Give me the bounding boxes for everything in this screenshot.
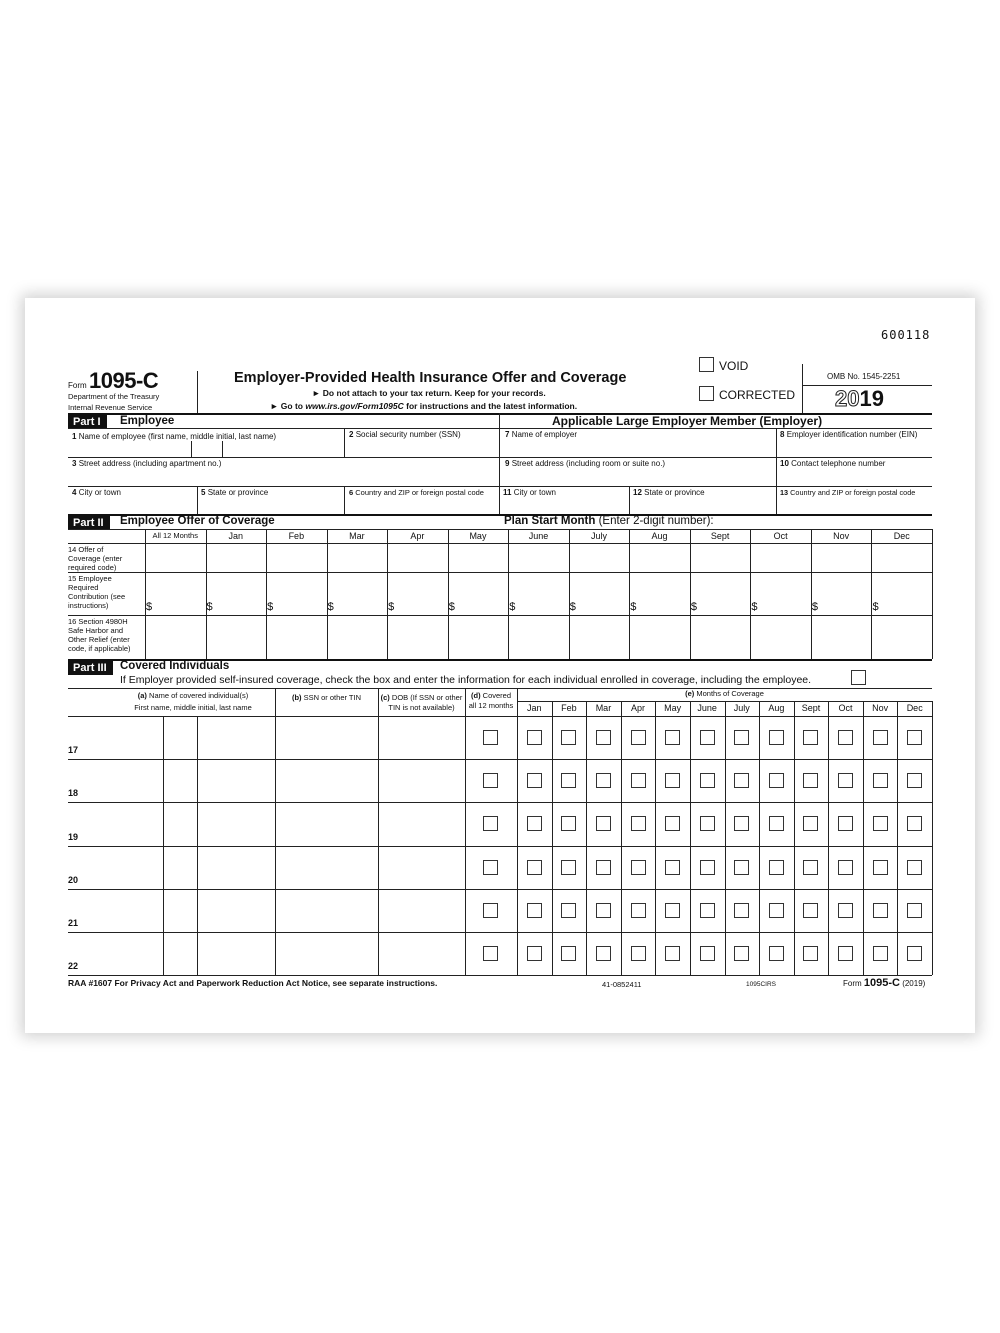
dollar-sign: $ xyxy=(509,601,516,613)
part2-col-header: Oct xyxy=(773,531,788,541)
footer-form: Form 1095-C (2019) xyxy=(843,977,926,989)
employer-title: Applicable Large Employer Member (Employer) xyxy=(552,414,823,428)
covered-month-checkbox[interactable] xyxy=(527,816,542,831)
covered-month-checkbox[interactable] xyxy=(631,816,646,831)
covered-ssn-field[interactable] xyxy=(275,759,378,802)
covered-month-checkbox[interactable] xyxy=(907,773,922,788)
line-16-label: 16 Section 4980H xyxy=(68,617,128,626)
field-10-label: 10 Contact telephone number xyxy=(780,459,886,468)
covered-month-checkbox[interactable] xyxy=(873,903,888,918)
covered-month-checkbox[interactable] xyxy=(631,773,646,788)
covered-ssn-field[interactable] xyxy=(275,802,378,845)
part2-col-header: June xyxy=(528,531,549,541)
dollar-sign: $ xyxy=(206,601,213,613)
covered-last-field[interactable] xyxy=(197,716,275,759)
col-a-subheader: First name, middle initial, last name xyxy=(134,703,252,712)
part2-col-header: Dec xyxy=(893,531,910,541)
month-header: Dec xyxy=(906,703,923,713)
covered-month-checkbox[interactable] xyxy=(734,730,749,745)
line-15-cell[interactable] xyxy=(690,572,751,615)
covered-last-field[interactable] xyxy=(197,889,275,932)
covered-mi-field[interactable] xyxy=(163,932,197,975)
covered-month-checkbox[interactable] xyxy=(561,773,576,788)
covered-mi-field[interactable] xyxy=(163,802,197,845)
covered-month-checkbox[interactable] xyxy=(873,860,888,875)
line-15-cell[interactable] xyxy=(448,572,509,615)
line-14-cell[interactable] xyxy=(690,543,751,572)
covered-month-checkbox[interactable] xyxy=(527,730,542,745)
line-16-cell[interactable] xyxy=(629,615,690,659)
footer-notice: RAA #1607 For Privacy Act and Paperwork Reduction Act Notice, see separate instructions. xyxy=(68,978,438,988)
covered-month-checkbox[interactable] xyxy=(873,946,888,961)
covered-month-checkbox[interactable] xyxy=(700,773,715,788)
covered-dob-field[interactable] xyxy=(378,716,465,759)
line-15-cell[interactable] xyxy=(629,572,690,615)
covered-month-checkbox[interactable] xyxy=(631,903,646,918)
covered-month-checkbox[interactable] xyxy=(838,860,853,875)
col-e-header: (e) Months of Coverage xyxy=(685,689,764,698)
line-15-cell[interactable] xyxy=(750,572,811,615)
month-header: Feb xyxy=(561,703,577,713)
line-16-label: Safe Harbor and xyxy=(68,626,124,635)
covered-name-field[interactable] xyxy=(68,889,163,932)
covered-all-12-checkbox[interactable] xyxy=(483,903,498,918)
line-15-label: 15 Employee xyxy=(68,574,112,583)
form-1095c-sheet xyxy=(25,298,975,1033)
field-13-label: 13 Country and ZIP or foreign postal code xyxy=(780,488,916,497)
line-14-cell[interactable] xyxy=(206,543,267,572)
covered-month-checkbox[interactable] xyxy=(596,903,611,918)
covered-month-checkbox[interactable] xyxy=(838,816,853,831)
dollar-sign: $ xyxy=(569,601,576,613)
covered-month-checkbox[interactable] xyxy=(838,903,853,918)
covered-mi-field[interactable] xyxy=(163,846,197,889)
dollar-sign: $ xyxy=(811,601,819,613)
void-label: VOID xyxy=(719,359,749,373)
line-16-cell[interactable] xyxy=(387,615,448,659)
covered-month-checkbox[interactable] xyxy=(700,946,715,961)
line-14-label: 14 Offer of xyxy=(68,545,104,554)
line-14-cell[interactable] xyxy=(266,543,327,572)
month-header: June xyxy=(697,703,717,713)
line-16-cell[interactable] xyxy=(327,615,388,659)
part2-title: Employee Offer of Coverage xyxy=(120,515,275,527)
covered-month-checkbox[interactable] xyxy=(907,860,922,875)
covered-name-field[interactable] xyxy=(68,802,163,845)
plan-start-month: Plan Start Month (Enter 2-digit number): xyxy=(504,515,714,527)
line-15-cell[interactable] xyxy=(327,572,388,615)
field-8-label: 8 Employer identification number (EIN) xyxy=(780,430,918,439)
void-checkbox[interactable] xyxy=(699,357,714,372)
field-9-label: 9 Street address (including room or suite no.) xyxy=(505,459,666,468)
month-header: Mar xyxy=(595,703,612,713)
month-header: Oct xyxy=(838,703,853,713)
covered-month-checkbox[interactable] xyxy=(596,816,611,831)
part2-col-header: Nov xyxy=(833,531,850,541)
self-insured-checkbox[interactable] xyxy=(851,670,866,685)
month-header: May xyxy=(664,703,682,713)
field-11-label: 11 City or town xyxy=(503,488,556,497)
line-14-cell[interactable] xyxy=(569,543,630,572)
covered-ssn-field[interactable] xyxy=(275,846,378,889)
row-number: 18 xyxy=(68,788,79,799)
part2-col-header: Mar xyxy=(349,531,365,541)
covered-all-12-checkbox[interactable] xyxy=(483,730,498,745)
row-number: 20 xyxy=(68,874,79,885)
covered-month-checkbox[interactable] xyxy=(665,816,680,831)
covered-month-checkbox[interactable] xyxy=(803,903,818,918)
covered-month-checkbox[interactable] xyxy=(596,773,611,788)
line-14-cell[interactable] xyxy=(387,543,448,572)
dollar-sign: $ xyxy=(327,601,334,613)
covered-dob-field[interactable] xyxy=(378,932,465,975)
col-d-header: (d) Covered xyxy=(470,691,511,700)
covered-month-checkbox[interactable] xyxy=(561,730,576,745)
part3-note: If Employer provided self-insured coverage, check the box and enter the information for each individual enrolled in coverage, including the employee. xyxy=(120,674,812,686)
covered-last-field[interactable] xyxy=(197,932,275,975)
part3-tag: Part III xyxy=(68,661,113,675)
covered-dob-field[interactable] xyxy=(378,802,465,845)
line-16-cell[interactable] xyxy=(266,615,327,659)
covered-mi-field[interactable] xyxy=(163,759,197,802)
month-header: Nov xyxy=(872,703,889,713)
line-16-cell[interactable] xyxy=(690,615,751,659)
covered-month-checkbox[interactable] xyxy=(769,860,784,875)
covered-last-field[interactable] xyxy=(197,759,275,802)
corrected-checkbox[interactable] xyxy=(699,386,714,401)
field-4-label: 4 City or town xyxy=(72,488,121,497)
tax-year: 2019 xyxy=(835,386,884,411)
dept-treasury: Department of the Treasury xyxy=(68,392,160,401)
part2-col-header: July xyxy=(591,531,608,541)
col-c-header: (c) DOB (If SSN or other xyxy=(380,693,463,702)
covered-last-field[interactable] xyxy=(197,802,275,845)
dept-irs: Internal Revenue Service xyxy=(68,403,153,412)
covered-month-checkbox[interactable] xyxy=(631,730,646,745)
part2-col-header: Apr xyxy=(410,531,425,541)
covered-month-checkbox[interactable] xyxy=(769,773,784,788)
covered-month-checkbox[interactable] xyxy=(561,903,576,918)
col-b-header: (b) SSN or other TIN xyxy=(291,693,362,702)
part2-col-header: Feb xyxy=(288,531,305,541)
covered-month-checkbox[interactable] xyxy=(561,816,576,831)
footer-cat: 41-0852411 xyxy=(602,980,642,989)
covered-ssn-field[interactable] xyxy=(275,932,378,975)
covered-month-checkbox[interactable] xyxy=(700,903,715,918)
covered-month-checkbox[interactable] xyxy=(734,816,749,831)
covered-month-checkbox[interactable] xyxy=(700,860,715,875)
line-14-label: required code) xyxy=(68,563,117,572)
part1-title: Employee xyxy=(120,415,175,427)
line-15-cell[interactable] xyxy=(569,572,630,615)
omb-number: OMB No. 1545-2251 xyxy=(827,372,901,381)
line-16-cell[interactable] xyxy=(871,615,932,659)
line-15-cell[interactable] xyxy=(508,572,569,615)
line-14-cell[interactable] xyxy=(750,543,811,572)
covered-month-checkbox[interactable] xyxy=(838,946,853,961)
dollar-sign: $ xyxy=(267,601,274,613)
covered-month-checkbox[interactable] xyxy=(631,946,646,961)
covered-month-checkbox[interactable] xyxy=(527,773,542,788)
covered-month-checkbox[interactable] xyxy=(665,730,680,745)
row-number: 21 xyxy=(68,918,79,928)
covered-mi-field[interactable] xyxy=(163,889,197,932)
month-header: Apr xyxy=(631,703,646,713)
line-15-cell[interactable] xyxy=(871,572,932,615)
line-14-cell[interactable] xyxy=(508,543,569,572)
covered-dob-field[interactable] xyxy=(378,759,465,802)
dollar-sign: $ xyxy=(690,601,697,613)
covered-month-checkbox[interactable] xyxy=(907,903,922,918)
covered-name-field[interactable] xyxy=(68,716,163,759)
field-3-label: 3 Street address (including apartment no.) xyxy=(72,459,222,468)
covered-month-checkbox[interactable] xyxy=(873,773,888,788)
line-16-cell[interactable] xyxy=(206,615,267,659)
covered-all-12-checkbox[interactable] xyxy=(483,860,498,875)
covered-dob-field[interactable] xyxy=(378,846,465,889)
covered-month-checkbox[interactable] xyxy=(700,730,715,745)
covered-month-checkbox[interactable] xyxy=(769,903,784,918)
covered-month-checkbox[interactable] xyxy=(665,946,680,961)
corrected-label: CORRECTED xyxy=(719,388,796,402)
covered-month-checkbox[interactable] xyxy=(700,816,715,831)
part2-col-header: May xyxy=(469,531,487,541)
line-14-cell[interactable] xyxy=(327,543,388,572)
part2-col-header: All 12 Months xyxy=(152,531,198,540)
covered-month-checkbox[interactable] xyxy=(665,903,680,918)
dollar-sign: $ xyxy=(146,601,153,613)
form-number: 1095-C xyxy=(89,368,159,393)
line-15-label: instructions) xyxy=(68,601,109,610)
covered-month-checkbox[interactable] xyxy=(665,860,680,875)
part2-col-header: Jan xyxy=(228,531,244,541)
month-header: Aug xyxy=(768,703,785,713)
covered-month-checkbox[interactable] xyxy=(803,773,818,788)
part2-col-header: Aug xyxy=(651,531,668,541)
dollar-sign: $ xyxy=(872,601,879,613)
dollar-sign: $ xyxy=(448,601,455,613)
line-14-cell[interactable] xyxy=(629,543,690,572)
line-16-label: Other Relief (enter xyxy=(68,635,130,644)
line-16-cell[interactable] xyxy=(508,615,569,659)
covered-month-checkbox[interactable] xyxy=(734,903,749,918)
covered-month-checkbox[interactable] xyxy=(734,946,749,961)
line-14-cell[interactable] xyxy=(145,543,206,572)
covered-month-checkbox[interactable] xyxy=(838,730,853,745)
line-16-cell[interactable] xyxy=(811,615,872,659)
covered-name-field[interactable] xyxy=(68,932,163,975)
field-2-label: 2 Social security number (SSN) xyxy=(349,430,461,439)
covered-month-checkbox[interactable] xyxy=(838,773,853,788)
covered-month-checkbox[interactable] xyxy=(803,946,818,961)
covered-month-checkbox[interactable] xyxy=(769,816,784,831)
covered-ssn-field[interactable] xyxy=(275,889,378,932)
field-6-label: 6 Country and ZIP or foreign postal code xyxy=(349,488,484,497)
covered-month-checkbox[interactable] xyxy=(596,946,611,961)
form-title: Employer-Provided Health Insurance Offer and Coverage xyxy=(234,370,627,386)
covered-name-field[interactable] xyxy=(68,846,163,889)
part2-tag: Part II xyxy=(68,516,110,530)
covered-month-checkbox[interactable] xyxy=(596,730,611,745)
line-14-cell[interactable] xyxy=(811,543,872,572)
covered-month-checkbox[interactable] xyxy=(561,860,576,875)
covered-month-checkbox[interactable] xyxy=(907,816,922,831)
row-number: 22 xyxy=(68,961,79,972)
covered-mi-field[interactable] xyxy=(163,716,197,759)
col-d-subheader: all 12 months xyxy=(468,701,514,710)
field-1-label: 1 Name of employee (first name, middle initial, last name) xyxy=(72,432,277,441)
covered-month-checkbox[interactable] xyxy=(631,860,646,875)
covered-all-12-checkbox[interactable] xyxy=(483,773,498,788)
covered-last-field[interactable] xyxy=(197,846,275,889)
field-12-label: 12 State or province xyxy=(633,488,705,497)
covered-month-checkbox[interactable] xyxy=(734,773,749,788)
field-7-label: 7 Name of employer xyxy=(505,430,578,439)
covered-month-checkbox[interactable] xyxy=(803,816,818,831)
covered-month-checkbox[interactable] xyxy=(873,730,888,745)
covered-month-checkbox[interactable] xyxy=(665,773,680,788)
covered-month-checkbox[interactable] xyxy=(527,946,542,961)
month-header: Jan xyxy=(527,703,542,713)
row-number: 17 xyxy=(68,745,79,756)
line-16-label: code, if applicable) xyxy=(68,644,131,653)
line-14-cell[interactable] xyxy=(448,543,509,572)
col-c-subheader: TIN is not available) xyxy=(388,703,455,712)
covered-all-12-checkbox[interactable] xyxy=(483,816,498,831)
covered-month-checkbox[interactable] xyxy=(873,816,888,831)
covered-ssn-field[interactable] xyxy=(275,716,378,759)
row-number: 19 xyxy=(68,831,79,842)
covered-month-checkbox[interactable] xyxy=(734,860,749,875)
field-5-label: 5 State or province xyxy=(201,488,269,497)
line-15-cell[interactable] xyxy=(811,572,872,615)
covered-month-checkbox[interactable] xyxy=(561,946,576,961)
covered-month-checkbox[interactable] xyxy=(907,730,922,745)
covered-month-checkbox[interactable] xyxy=(769,730,784,745)
part2-col-header: Sept xyxy=(710,531,730,541)
line-15-cell[interactable] xyxy=(387,572,448,615)
line-15-label: Required xyxy=(68,583,99,592)
col-a-header: (a) Name of covered individual(s) xyxy=(137,691,249,700)
line-15-cell[interactable] xyxy=(266,572,327,615)
form-word: Form xyxy=(68,381,87,390)
line-16-cell[interactable] xyxy=(448,615,509,659)
dollar-sign: $ xyxy=(630,601,637,613)
dollar-sign: $ xyxy=(751,601,758,613)
part3-title: Covered Individuals xyxy=(120,660,230,672)
line-14-cell[interactable] xyxy=(871,543,932,572)
line-16-cell[interactable] xyxy=(750,615,811,659)
covered-month-checkbox[interactable] xyxy=(803,730,818,745)
line-15-cell[interactable] xyxy=(145,572,206,615)
footer-code: 1095CIRS xyxy=(746,981,776,988)
line-16-cell[interactable] xyxy=(145,615,206,659)
header-line2: ► Go to www.irs.gov/Form1095C for instructions and the latest information. xyxy=(270,401,578,411)
covered-month-checkbox[interactable] xyxy=(527,860,542,875)
dollar-sign: $ xyxy=(388,601,395,613)
covered-month-checkbox[interactable] xyxy=(769,946,784,961)
covered-month-checkbox[interactable] xyxy=(803,860,818,875)
header-line1: ► Do not attach to your tax return. Keep for your records. xyxy=(312,388,546,398)
form-code: 600118 xyxy=(881,328,931,342)
line-15-label: Contribution (see xyxy=(68,592,126,601)
line-15-cell[interactable] xyxy=(206,572,267,615)
covered-month-checkbox[interactable] xyxy=(596,860,611,875)
month-header: July xyxy=(733,703,750,713)
part1-tag: Part I xyxy=(68,415,107,429)
covered-name-field[interactable] xyxy=(68,759,163,802)
line-14-label: Coverage (enter xyxy=(68,554,123,563)
covered-month-checkbox[interactable] xyxy=(907,946,922,961)
covered-dob-field[interactable] xyxy=(378,889,465,932)
month-header: Sept xyxy=(801,703,821,713)
covered-month-checkbox[interactable] xyxy=(527,903,542,918)
covered-all-12-checkbox[interactable] xyxy=(483,946,498,961)
line-16-cell[interactable] xyxy=(569,615,630,659)
